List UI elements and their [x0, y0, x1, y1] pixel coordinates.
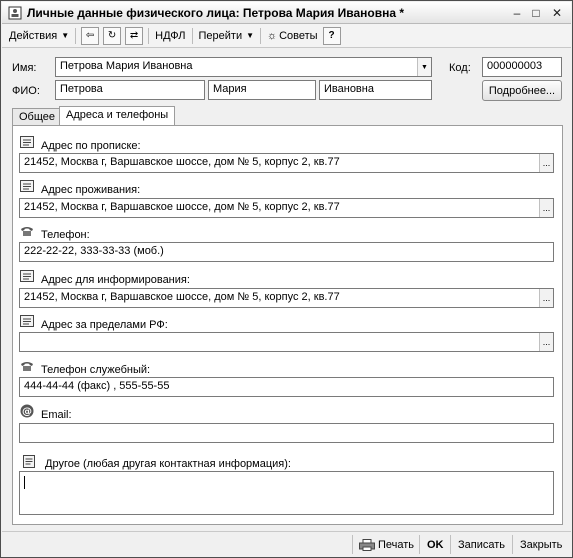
- info-address-label: Адрес для информирования:: [41, 274, 190, 286]
- refresh-icon[interactable]: ↻: [103, 27, 121, 45]
- tips-label: Советы: [279, 29, 318, 42]
- select-button[interactable]: ...: [539, 154, 553, 172]
- work-phone-field[interactable]: [19, 377, 554, 397]
- close-button[interactable]: [520, 536, 562, 554]
- phone-field[interactable]: [19, 242, 554, 262]
- reg-address-label: Адрес по прописке:: [41, 140, 141, 152]
- minimize-icon[interactable]: ‒: [513, 6, 521, 20]
- more-button-label: Подробнее...: [488, 84, 556, 97]
- printer-icon: [359, 539, 375, 551]
- close-icon[interactable]: ✕: [551, 6, 563, 20]
- window-title: Личные данные физического лица: Петрова Мария Ивановна *: [27, 6, 405, 20]
- ndfl-label: НДФЛ: [155, 29, 186, 42]
- email-at-icon: [20, 404, 34, 418]
- save-label: Записать: [458, 539, 506, 551]
- separator: [512, 535, 513, 554]
- phone-icon: [20, 360, 34, 372]
- lightbulb-icon: ☼: [267, 29, 278, 42]
- print-button[interactable]: [359, 536, 414, 554]
- middle-name-value: Ивановна: [324, 83, 374, 95]
- live-address-field[interactable]: [19, 198, 554, 218]
- save-button[interactable]: [458, 536, 505, 554]
- svg-text:@: @: [22, 406, 32, 418]
- actions-menu[interactable]: [6, 26, 72, 46]
- info-address-field[interactable]: [19, 288, 554, 308]
- separator: [148, 28, 149, 44]
- reg-address-value: 21452, Москва г, Варшавское шоссе, дом № 5, корпус 2, кв.77: [24, 156, 340, 168]
- foreign-address-label: Адрес за пределами РФ:: [41, 319, 168, 331]
- phone-icon: [20, 225, 34, 237]
- help-icon[interactable]: ?: [323, 27, 341, 45]
- last-name-field[interactable]: [55, 80, 205, 100]
- more-button[interactable]: [482, 80, 562, 101]
- foreign-address-field[interactable]: [19, 332, 554, 352]
- select-button[interactable]: ...: [539, 333, 553, 351]
- chevron-down-icon: ▼: [61, 31, 70, 40]
- name-label: Имя:: [12, 62, 37, 74]
- separator: [352, 535, 353, 554]
- copy-icon[interactable]: ⇄: [125, 27, 143, 45]
- select-button[interactable]: ...: [539, 199, 553, 217]
- info-address-value: 21452, Москва г, Варшавское шоссе, дом № 5, корпус 2, кв.77: [24, 291, 340, 303]
- ok-button[interactable]: [427, 536, 444, 554]
- other-textarea[interactable]: [19, 471, 554, 515]
- code-field[interactable]: [482, 57, 562, 77]
- address-card-icon: [20, 270, 34, 282]
- live-address-value: 21452, Москва г, Варшавское шоссе, дом № 5, корпус 2, кв.77: [24, 201, 340, 213]
- bottom-bar: [2, 531, 571, 556]
- note-icon: [23, 455, 35, 468]
- phone-label: Телефон:: [41, 229, 90, 241]
- separator: [192, 28, 193, 44]
- ok-label: OK: [427, 539, 444, 551]
- fio-label: ФИО:: [12, 85, 40, 97]
- first-name-field[interactable]: [208, 80, 316, 100]
- code-label: Код:: [449, 62, 471, 74]
- maximize-icon[interactable]: □: [532, 6, 540, 20]
- phone-value: 222-22-22, 333-33-33 (моб.): [24, 245, 164, 257]
- actions-label: Действия: [9, 29, 58, 42]
- title-bar: [2, 2, 571, 24]
- tab-addresses-phones[interactable]: [59, 106, 175, 126]
- name-value: Петрова Мария Ивановна: [60, 60, 193, 72]
- code-value: 000000003: [487, 60, 543, 72]
- chevron-down-icon[interactable]: ▼: [417, 58, 431, 76]
- middle-name-field[interactable]: [319, 80, 432, 100]
- work-phone-value: 444-44-44 (факс) , 555-55-55: [24, 380, 170, 392]
- work-phone-label: Телефон служебный:: [41, 364, 151, 376]
- close-label: Закрыть: [520, 539, 563, 551]
- tab-general[interactable]: [12, 108, 62, 126]
- tab-addresses-label: Адреса и телефоны: [66, 109, 169, 121]
- goto-label: Перейти: [198, 29, 243, 42]
- go-back-icon[interactable]: ⇦: [81, 27, 99, 45]
- goto-menu[interactable]: [196, 26, 258, 46]
- email-label: Email:: [41, 409, 72, 421]
- tips-button[interactable]: [264, 26, 321, 46]
- document-person-icon: [8, 6, 22, 20]
- text-cursor: [24, 476, 25, 489]
- address-card-icon: [20, 315, 34, 327]
- first-name-value: Мария: [213, 83, 247, 95]
- separator: [260, 28, 261, 44]
- chevron-down-icon: ▼: [246, 31, 255, 40]
- separator: [450, 535, 451, 554]
- print-label: Печать: [378, 539, 415, 551]
- separator: [419, 535, 420, 554]
- live-address-label: Адрес проживания:: [41, 184, 141, 196]
- tab-general-label: Общее: [19, 111, 56, 123]
- other-label: Другое (любая другая контактная информация):: [45, 458, 291, 470]
- address-card-icon: [20, 180, 34, 192]
- reg-address-field[interactable]: [19, 153, 554, 173]
- address-card-icon: [20, 136, 34, 148]
- email-field[interactable]: [19, 423, 554, 443]
- toolbar: [2, 24, 571, 48]
- select-button[interactable]: ...: [539, 289, 553, 307]
- separator: [75, 28, 76, 44]
- last-name-value: Петрова: [60, 83, 103, 95]
- ndfl-button[interactable]: [152, 26, 188, 46]
- name-field[interactable]: [55, 57, 432, 77]
